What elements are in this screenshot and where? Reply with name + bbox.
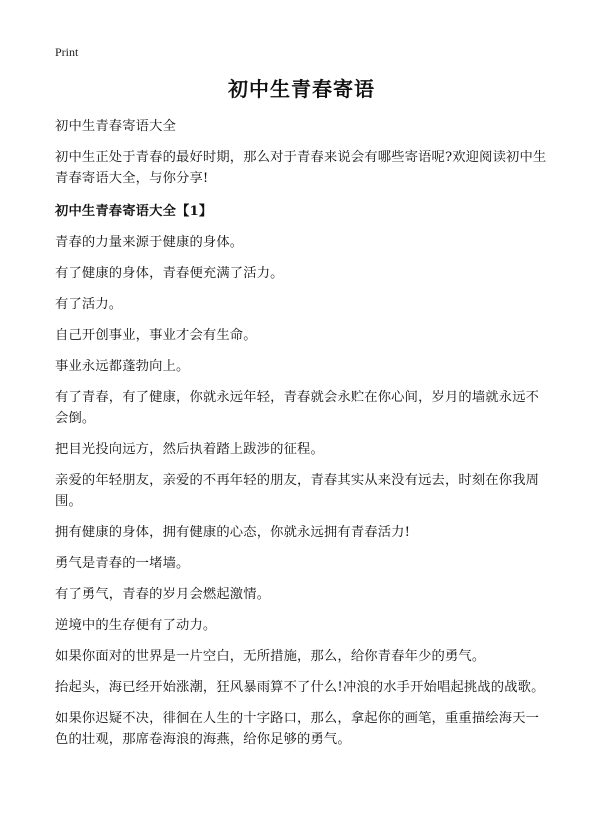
paragraph: 青春的力量来源于健康的身体。 <box>55 235 244 250</box>
paragraph: 把目光投向远方，然后执着踏上跋涉的征程。 <box>55 442 324 457</box>
section-heading: 初中生青春寄语大全【1】 <box>55 204 213 219</box>
paragraph: 有了青春，有了健康，你就永远年轻，青春就会永贮在你心间，岁月的墙就永远不会倒。 <box>55 390 540 426</box>
paragraph: 有了活力。 <box>55 297 123 312</box>
paragraph: 有了健康的身体，青春便充满了活力。 <box>55 266 284 281</box>
paragraph: 自己开创事业，事业才会有生命。 <box>55 328 257 343</box>
print-link[interactable]: Print <box>55 45 79 59</box>
paragraph: 逆境中的生存便有了动力。 <box>55 618 217 633</box>
paragraph: 亲爱的年轻朋友，亲爱的不再年轻的朋友，青春其实从来没有远去，时刻在你我周围。 <box>55 473 540 509</box>
paragraph: 如果你面对的世界是一片空白，无所措施，那么，给你青春年少的勇气。 <box>55 649 486 664</box>
subtitle: 初中生青春寄语大全 <box>55 119 177 134</box>
paragraph: 如果你迟疑不决，徘徊在人生的十字路口，那么，拿起你的画笔，重重描绘海天一色的壮观，那席卷海浪的海燕，给你足够的勇气。 <box>55 711 540 747</box>
paragraph: 事业永远都蓬勃向上。 <box>55 359 190 374</box>
paragraph: 勇气是青春的一堵墙。 <box>55 556 190 571</box>
paragraph: 拥有健康的身体，拥有健康的心态，你就永远拥有青春活力! <box>55 525 411 540</box>
intro-paragraph: 初中生正处于青春的最好时期，那么对于青春来说会有哪些寄语呢?欢迎阅读初中生青春寄语大全，与你分享! <box>55 150 547 186</box>
page-title: 初中生青春寄语 <box>228 77 375 101</box>
paragraph: 有了勇气，青春的岁月会燃起激情。 <box>55 587 271 602</box>
paragraph: 抬起头，海已经开始涨潮，狂风暴雨算不了什么!冲浪的水手开始唱起挑战的战歌。 <box>55 680 545 695</box>
